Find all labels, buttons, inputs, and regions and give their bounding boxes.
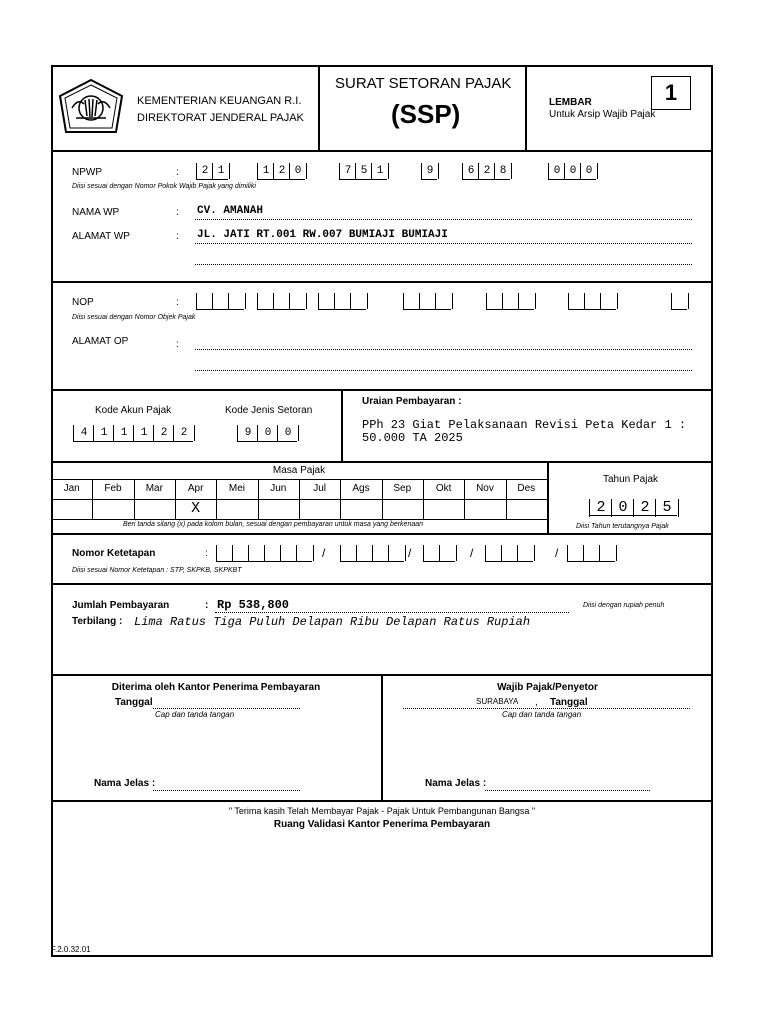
alamat-wp-value[interactable]: JL. JATI RT.001 RW.007 BUMIAJI BUMIAJI [197, 229, 448, 241]
month-divider [258, 479, 259, 519]
digit-cell[interactable] [280, 545, 297, 561]
digit-cell[interactable]: 1 [371, 163, 389, 179]
nama-wp-value[interactable]: CV. AMANAH [197, 205, 264, 217]
digit-cell[interactable]: 2 [478, 163, 495, 179]
digit-cell[interactable] [372, 545, 389, 561]
uraian-line-2[interactable]: 50.000 TA 2025 [362, 431, 463, 445]
alamat-op-colon: : [176, 339, 179, 350]
digit-cell[interactable]: 9 [237, 425, 258, 441]
digit-cell[interactable]: 9 [421, 163, 439, 179]
penyetor-cap: Cap dan tanda tangan [502, 710, 582, 719]
digit-cell[interactable]: 2 [633, 499, 656, 517]
form-code: F.2.0.32.01 [51, 945, 91, 954]
digit-cell[interactable] [212, 293, 229, 309]
digit-cell[interactable] [671, 293, 689, 309]
digit-cell[interactable] [403, 293, 420, 309]
month-label: Feb [104, 483, 122, 494]
header-divider-1 [318, 65, 320, 151]
penerima-title: Diterima oleh Kantor Penerima Pembayaran [111, 682, 321, 693]
digit-cell[interactable]: 2 [153, 425, 174, 441]
month-divider [423, 479, 424, 519]
alamat-wp-line [195, 243, 692, 244]
garuda-logo [56, 78, 126, 136]
nama-wp-colon: : [176, 207, 179, 218]
digit-cell[interactable] [334, 293, 351, 309]
digit-cell[interactable] [296, 545, 314, 561]
penerima-tanggal-line [153, 708, 300, 709]
form-title: SURAT SETORAN PAJAK [335, 75, 512, 92]
section-divider [341, 389, 343, 461]
uraian-line-1[interactable]: PPh 23 Giat Pelaksanaan Revisi Peta Kedar 1 : [362, 418, 687, 432]
digit-cell[interactable] [419, 293, 436, 309]
digit-cell[interactable] [228, 293, 246, 309]
digit-cell[interactable]: 5 [655, 499, 679, 517]
terbilang-label: Terbilang : [72, 616, 123, 627]
section-divider [547, 461, 549, 533]
digit-cell[interactable]: 6 [462, 163, 479, 179]
month-label: Jul [313, 483, 327, 494]
digit-cell[interactable] [423, 545, 440, 561]
nama-wp-line [195, 219, 692, 220]
penyetor-nama-line[interactable] [485, 790, 650, 791]
digit-cell[interactable]: 8 [494, 163, 512, 179]
digit-cell[interactable] [439, 545, 457, 561]
jumlah-label: Jumlah Pembayaran [72, 600, 170, 611]
slash-separator: / [408, 546, 412, 560]
month-label: Sep [393, 483, 412, 494]
terbilang-value[interactable]: Lima Ratus Tiga Puluh Delapan Ribu Delapan Ratus Rupiah [134, 615, 531, 629]
kode-akun-label: Kode Akun Pajak [95, 405, 172, 416]
month-label: Jan [63, 483, 80, 494]
month-divider [382, 479, 383, 519]
section-line [51, 389, 713, 391]
digit-cell[interactable]: 0 [611, 499, 634, 517]
digit-cell[interactable]: 2 [273, 163, 290, 179]
digit-cell[interactable]: 0 [580, 163, 598, 179]
digit-cell[interactable]: 4 [73, 425, 94, 441]
kode-jenis-label: Kode Jenis Setoran [225, 405, 313, 416]
penyetor-title: Wajib Pajak/Penyetor [497, 682, 598, 693]
section-line [51, 461, 713, 463]
section-line [51, 281, 713, 283]
ketetapan-label: Nomor Ketetapan [72, 548, 156, 559]
slash-separator: / [555, 546, 559, 560]
digit-cell[interactable] [485, 545, 502, 561]
digit-cell[interactable] [356, 545, 373, 561]
digit-cell[interactable]: 0 [277, 425, 299, 441]
digit-cell[interactable]: 5 [355, 163, 372, 179]
digit-cell[interactable] [435, 293, 453, 309]
tahun-pajak-label: Tahun Pajak [602, 474, 659, 485]
penyetor-comma: , [535, 697, 538, 708]
tahun-note: Diisi Tahun terutangnya Pajak [576, 523, 669, 530]
digit-cell[interactable] [502, 293, 519, 309]
penerima-cap: Cap dan tanda tangan [155, 710, 235, 719]
month-divider [299, 479, 300, 519]
month-divider [506, 479, 507, 519]
penyetor-nama-label: Nama Jelas : [425, 778, 487, 789]
digit-cell[interactable] [517, 545, 535, 561]
ministry-name: KEMENTERIAN KEUANGAN R.I. [137, 95, 302, 107]
digit-cell[interactable]: 1 [133, 425, 154, 441]
alamat-wp-line-2 [195, 264, 692, 265]
section-line [51, 800, 713, 802]
month-divider [175, 479, 176, 519]
jumlah-line [215, 612, 569, 613]
digit-cell[interactable] [583, 545, 600, 561]
penerima-tanggal: Tanggal [115, 697, 153, 708]
directorate-name: DIREKTORAT JENDERAL PAJAK [137, 112, 304, 124]
digit-cell[interactable] [350, 293, 368, 309]
masa-line [51, 519, 547, 520]
nop-label: NOP [72, 297, 94, 308]
alamat-op-line [195, 349, 692, 350]
penerima-nama-label: Nama Jelas : [94, 778, 156, 789]
month-label: Jun [270, 483, 287, 494]
penerima-nama-line[interactable] [153, 790, 300, 791]
lembar-label: LEMBAR [549, 97, 592, 108]
section-line [51, 533, 713, 535]
digit-cell[interactable] [600, 293, 618, 309]
digit-cell[interactable]: 1 [212, 163, 230, 179]
digit-cell[interactable] [388, 545, 406, 561]
nama-wp-label: NAMA WP [72, 207, 120, 218]
month-divider [464, 479, 465, 519]
validation-area-label: Ruang Validasi Kantor Penerima Pembayaran [273, 819, 491, 830]
digit-cell[interactable] [599, 545, 617, 561]
month-checkbox[interactable]: X [191, 500, 201, 517]
digit-cell[interactable] [567, 545, 584, 561]
masa-pajak-title: Masa Pajak [272, 465, 326, 476]
digit-cell[interactable] [501, 545, 518, 561]
digit-cell[interactable]: 2 [196, 163, 213, 179]
month-label: Nov [476, 483, 494, 494]
nop-note: Diisi sesuai dengan Nomor Objek Pajak [72, 314, 196, 321]
alamat-wp-label: ALAMAT WP [72, 231, 130, 242]
digit-cell[interactable]: 0 [564, 163, 581, 179]
ketetapan-colon: : [205, 548, 208, 559]
digit-cell[interactable]: 1 [93, 425, 114, 441]
npwp-label: NPWP [72, 167, 102, 178]
digit-cell[interactable] [273, 293, 290, 309]
jumlah-colon: : [205, 600, 209, 611]
nop-colon: : [176, 297, 179, 308]
npwp-note: Diisi sesuai dengan Nomor Pokok Wajib Pajak yang dimiliki [72, 183, 256, 190]
jumlah-value[interactable]: Rp 538,800 [217, 598, 290, 612]
month-divider [340, 479, 341, 519]
digit-cell[interactable]: 0 [257, 425, 278, 441]
digit-cell[interactable] [257, 293, 274, 309]
penyetor-tanggal-line [403, 708, 690, 709]
digit-cell[interactable]: 0 [548, 163, 565, 179]
digit-cell[interactable] [264, 545, 281, 561]
month-label: Mei [228, 483, 246, 494]
alamat-wp-colon: : [176, 231, 179, 242]
digit-cell[interactable] [584, 293, 601, 309]
digit-cell[interactable] [289, 293, 307, 309]
masa-note: Beri tanda silang (x) pada kolom bulan, sesuai dengan pembayaran untuk masa yang berkenaan [123, 521, 424, 528]
digit-cell[interactable]: 2 [173, 425, 195, 441]
section-line [51, 583, 713, 585]
digit-cell[interactable] [568, 293, 585, 309]
ketetapan-note: Diisi sesuai Nomor Ketetapan : STP, SKPKB, SKPKBT [72, 567, 242, 574]
month-divider [216, 479, 217, 519]
digit-cell[interactable]: 1 [257, 163, 274, 179]
digit-cell[interactable] [318, 293, 335, 309]
jumlah-note: Diisi dengan rupiah penuh [583, 602, 665, 609]
uraian-label: Uraian Pembayaran : [362, 396, 462, 407]
month-label: Des [517, 483, 536, 494]
digit-cell[interactable] [196, 293, 213, 309]
alamat-op-label: ALAMAT OP [72, 336, 129, 347]
section-divider [381, 674, 383, 801]
digit-cell[interactable] [486, 293, 503, 309]
footer-quote: " Terima kasih Telah Membayar Pajak - Pajak Untuk Pembangunan Bangsa " [228, 806, 536, 816]
month-label: Mar [145, 483, 163, 494]
penyetor-tanggal: Tanggal [550, 697, 588, 708]
month-label: Apr [187, 483, 204, 494]
slash-separator: / [322, 546, 326, 560]
digit-cell[interactable]: 1 [113, 425, 134, 441]
header-divider-2 [525, 65, 527, 151]
digit-cell[interactable]: 2 [589, 499, 612, 517]
digit-cell[interactable] [518, 293, 536, 309]
digit-cell[interactable] [232, 545, 249, 561]
npwp-colon: : [176, 167, 179, 178]
month-divider [92, 479, 93, 519]
digit-cell[interactable]: 0 [289, 163, 307, 179]
section-line [51, 150, 713, 152]
form-abbr: (SSP) [391, 99, 461, 129]
month-label: Okt [435, 483, 452, 494]
month-label: Ags [352, 483, 370, 494]
digit-cell[interactable] [216, 545, 233, 561]
month-divider [134, 479, 135, 519]
digit-cell[interactable] [340, 545, 357, 561]
lembar-number: 1 [651, 76, 691, 110]
digit-cell[interactable] [248, 545, 265, 561]
penyetor-city: SURABAYA [476, 697, 519, 706]
lembar-desc: Untuk Arsip Wajib Pajak [549, 109, 656, 120]
slash-separator: / [470, 546, 474, 560]
digit-cell[interactable]: 7 [339, 163, 356, 179]
alamat-op-line-2 [195, 370, 692, 371]
